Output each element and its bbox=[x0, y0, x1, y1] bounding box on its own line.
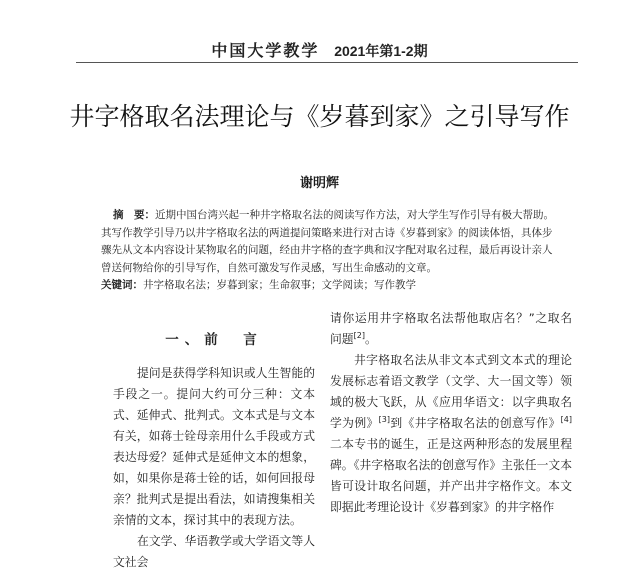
journal-name: 中国大学教学 bbox=[211, 41, 320, 60]
body-paragraph: 在文学、华语教学或大学语文等人文社会 bbox=[113, 534, 315, 569]
body-paragraph bbox=[330, 308, 572, 350]
right-column bbox=[330, 308, 572, 518]
abstract-label: 摘 要： bbox=[113, 209, 155, 221]
body-text: 二本专书的诞生，正是这两种形态的发展里程碑。《井字格取名法的创意写作》主张任一文本皆可设计取名问题，并产出井字格作文。本文即据此考理论设计《岁暮到家》的井字格作 bbox=[330, 437, 572, 514]
keywords-text: 井字格取名法；岁暮到家；生命叙事；文学阅读；写作教学 bbox=[143, 279, 416, 291]
keywords-line bbox=[101, 277, 561, 295]
header-rule bbox=[76, 62, 578, 63]
author-name: 谢明辉 bbox=[299, 176, 339, 191]
running-header bbox=[0, 38, 639, 61]
body-text: 。 bbox=[364, 332, 377, 346]
abstract-paragraph bbox=[101, 207, 561, 277]
body-text: 到《井字格取名法的创意写作》 bbox=[390, 416, 561, 430]
issue-number: 2021年第1-2期 bbox=[334, 43, 428, 59]
citation-ref: [4] bbox=[560, 415, 572, 424]
section-heading-introduction: 一、前 言 bbox=[165, 332, 263, 348]
keywords-label: 关键词： bbox=[101, 279, 143, 291]
body-paragraph bbox=[330, 350, 572, 518]
body-paragraph: 提问是获得学科知识或人生智能的手段之一。提问大约可分三种：文本式、延伸式、批判式。文本式是与文本有关，如蒋士铨母亲用什么手段或方式表达母爱？延伸式是延伸文本的想象，如，如果你是蒋士铨的话，如何回报母亲？批判式是提出看法，如请搜集相关亲情的文本，探讨其中的表现方法。 bbox=[113, 366, 315, 527]
article-title: 井字格取名法理论与《岁暮到家》之引导写作 bbox=[69, 102, 570, 131]
citation-ref: [2] bbox=[353, 331, 365, 340]
citation-ref: [3] bbox=[378, 415, 390, 424]
body-text: 井字格取名法从非文本式到文本式的理论发展标志着语文教学（文学、大一国文等）领域的极大飞跃，从《应用华语文：以字典取名学为例》 bbox=[330, 353, 572, 430]
body-text: 请你运用井字格取名法帮他取店名？”之取名问题 bbox=[330, 311, 572, 346]
abstract-block bbox=[101, 207, 561, 295]
abstract-text: 近期中国台湾兴起一种井字格取名法的阅读写作方法，对大学生写作引导有极大帮助。其写作教学引导乃以井字格取名法的两道提问策略来进行对古诗《岁暮到家》的阅读体悟，具体步骤先从文本内容设计某物取名的问题，经由井字格的查字典和汉字配对取名过程，最后再设计亲人曾送何物给你的引导写作，自然可激发写作灵感，写出生命感动的文章。 bbox=[101, 209, 554, 274]
left-column bbox=[113, 330, 315, 573]
